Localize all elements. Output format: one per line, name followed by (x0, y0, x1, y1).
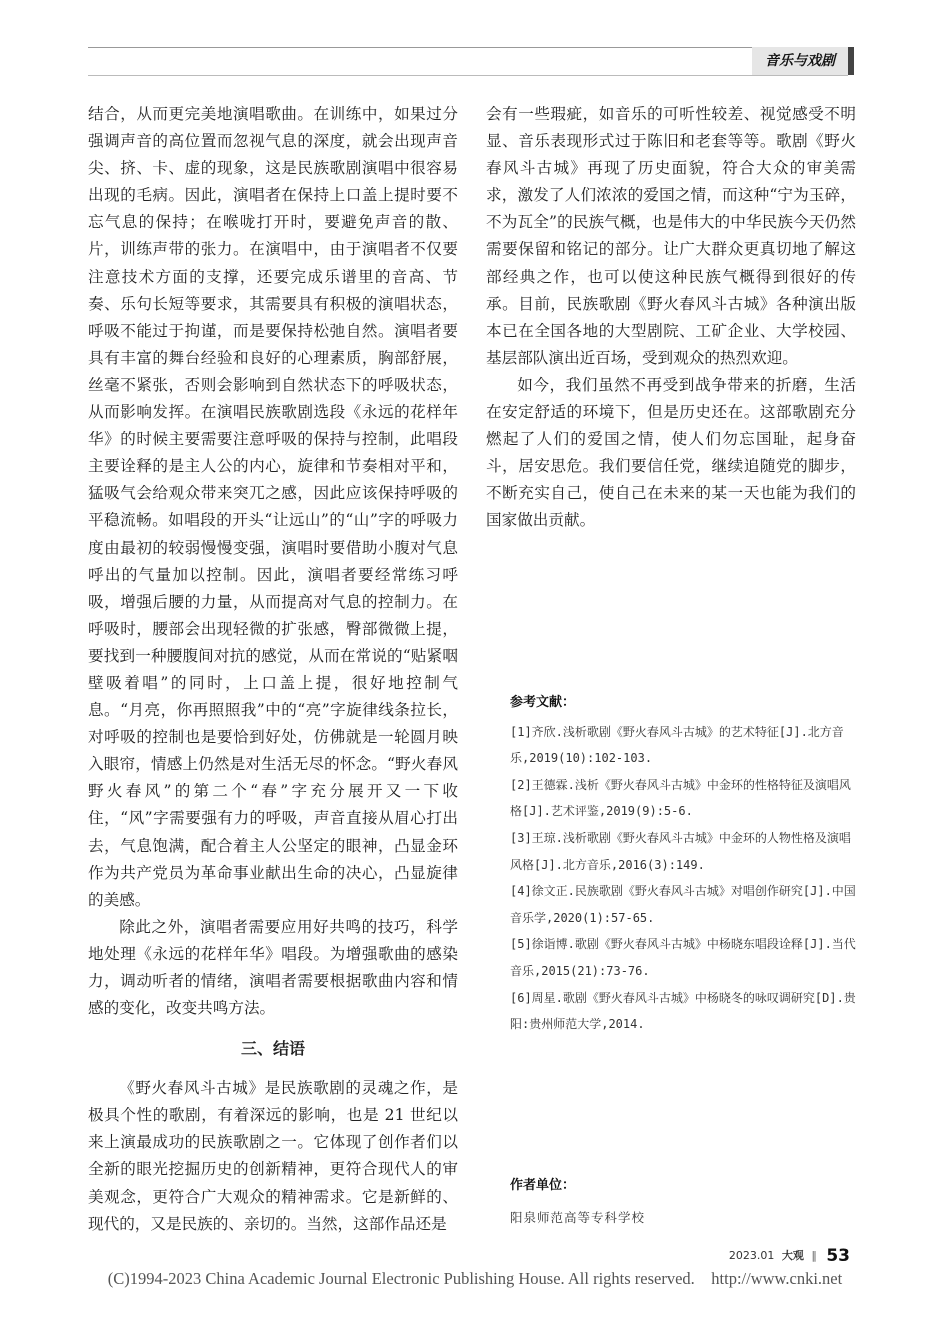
body-paragraph: 《野火春风斗古城》是民族歌剧的灵魂之作，是极具个性的歌剧，有着深远的影响，也是 21 世纪以来上演最成功的民族歌剧之一。它体现了创作者们以全新的眼光挖掘历史的创新精神，更符合现代人的审美观念，更符合广大观众的精神需求。它是新鲜的、现代的，又是民族的、亲切的。当然，这部作品还是 (88, 1079, 458, 1233)
magazine-name: 大观 (781, 1249, 804, 1262)
body-paragraph: 会有一些瑕疵，如音乐的可听性较差、视觉感受不明显、音乐表现形式过于陈旧和老套等等。歌剧《野火春风斗古城》再现了历史面貌，符合大众的审美需求，激发了人们浓浓的爱国之情，而这种“宁为玉碎，不为瓦全”的民族气概，也是伟大的中华民族今天仍然需要保留和铭记的部分。让广大群众更真切地了解这部经典之作，也可以使这种民族气概得到很好的传承。目前，民族歌剧《野火春风斗古城》各种演出版本已在全国各地的大型剧院、工矿企业、大学校园、基层部队演出近百场，受到观众的热烈欢迎。 (486, 105, 856, 367)
header-rule (88, 47, 848, 48)
reference-item: [2]王德霖.浅析《野火春风斗古城》中金环的性格特征及演唱风格[J].艺术评鉴,2019(9):5-6. (510, 777, 851, 819)
issue-date: 2023.01 (728, 1249, 775, 1262)
page-footer (729, 1246, 850, 1266)
references-title: 参考文献： (510, 695, 576, 710)
reference-list (510, 719, 856, 1038)
reference-item: [5]徐诣博.歌剧《野火春风斗古城》中杨晓东唱段诠释[J].当代音乐,2015(21):73-76. (510, 937, 856, 978)
reference-item: [1]齐欣.浅析歌剧《野火春风斗古城》的艺术特征[J].北方音乐,2019(10):102-103. (510, 724, 844, 766)
page-number: 53 (826, 1246, 850, 1266)
footer-separator: ‖ (811, 1249, 817, 1262)
header-rule-lower (88, 75, 848, 76)
right-column (486, 101, 856, 535)
author-unit-title: 作者单位： (510, 1178, 576, 1193)
body-paragraph: 如今，我们虽然不再受到战争带来的折磨，生活在安定舒适的环境下，但是历史还在。这部歌剧充分燃起了人们的爱国之情，使人们勿忘国耻，起身奋斗，居安思危。我们要信任党，继续追随党的脚步，不断充实自己，使自己在未来的某一天也能为我们的国家做出贡献。 (486, 375, 856, 530)
reference-item: [3]王琼.浅析歌剧《野火春风斗古城》中金环的人物性格及演唱风格[J].北方音乐,2016(3):149. (510, 830, 851, 872)
left-column (88, 101, 458, 1238)
reference-item: [4]徐文正.民族歌剧《野火春风斗古城》对唱创作研究[J].中国音乐学,2020(1):57-65. (510, 884, 856, 925)
author-unit (510, 1176, 856, 1226)
section-tag: 音乐与戏剧 (752, 47, 848, 75)
section-heading: 三、结语 (240, 1039, 305, 1059)
body-paragraph: 除此之外，演唱者需要应用好共鸣的技巧，科学地处理《永远的花样年华》唱段。为增强歌曲的感染力，调动听者的情绪，演唱者需要根据歌曲内容和情感的变化，改变共鸣方法。 (88, 917, 458, 1018)
author-unit-name: 阳泉师范高等专科学校 (510, 1210, 646, 1225)
body-paragraph: 结合，从而更完美地演唱歌曲。在训练中，如果过分强调声音的高位置而忽视气息的深度，就会出现声音尖、挤、卡、虚的现象，这是民族歌剧演唱中很容易出现的毛病。因此，演唱者在保持上口盖上提时要不忘气息的保持；在喉咙打开时，要避免声音的散、片，训练声带的张力。在演唱中，由于演唱者不仅要注意技术方面的支撑，还要完成乐谱里的音高、节奏、乐句长短等要求，其需要具有积极的演唱状态，呼吸不能过于拘谨，而是要保持松弛自然。演唱者要具有丰富的舞台经验和良好的心理素质，胸部舒展，丝毫不紧张，否则会影响到自然状态下的呼吸状态，从而影响发挥。在演唱民族歌剧选段《永远的花样年华》的时候主要需要注意呼吸的保持与控制，此唱段主要诠释的是主人公的内心，旋律和节奏相对平和，猛吸气会给观众带来突兀之感，因此应该保持呼吸的平稳流畅。如唱段的开头“让远山”的“山”字的呼吸力度由最初的较弱慢慢变强，演唱时要借助小腹对气息呼出的气量加以控制。因此，演唱者要经常练习呼吸，增强后腰的力量，从而提高对气息的控制力。在呼吸时，腰部会出现轻微的扩张感，臀部微微上提，要找到一种腰腹间对抗的感觉，从而在常说的“贴紧咽壁吸着唱”的同时，上口盖上提，很好地控制气息。“月亮，你再照照我”中的“亮”字旋律线条拉长，对呼吸的控制也是要恰到好处，仿佛就是一轮圆月映入眼帘，情感上仍然是对生活无尽的怀念。“野火春风野火春风”的第二个“春”字充分展开又一下收住，“风”字需要强有力的呼吸，声音直接从眉心打出去，气息饱满，配合着主人公坚定的眼神，凸显金环作为共产党员为革命事业献出生命的决心，凸显旋律的美感。 (88, 105, 458, 909)
section-tag-edge (848, 47, 854, 75)
reference-item: [6]周星.歌剧《野火春风斗古城》中杨晓冬的咏叹调研究[D].贵阳:贵州师范大学,2014. (510, 990, 856, 1032)
copyright-line: (C)1994-2023 China Academic Journal Electronic Publishing House. All rights reserved. http://www.cnki.net (107, 1269, 843, 1288)
references (510, 690, 856, 1038)
